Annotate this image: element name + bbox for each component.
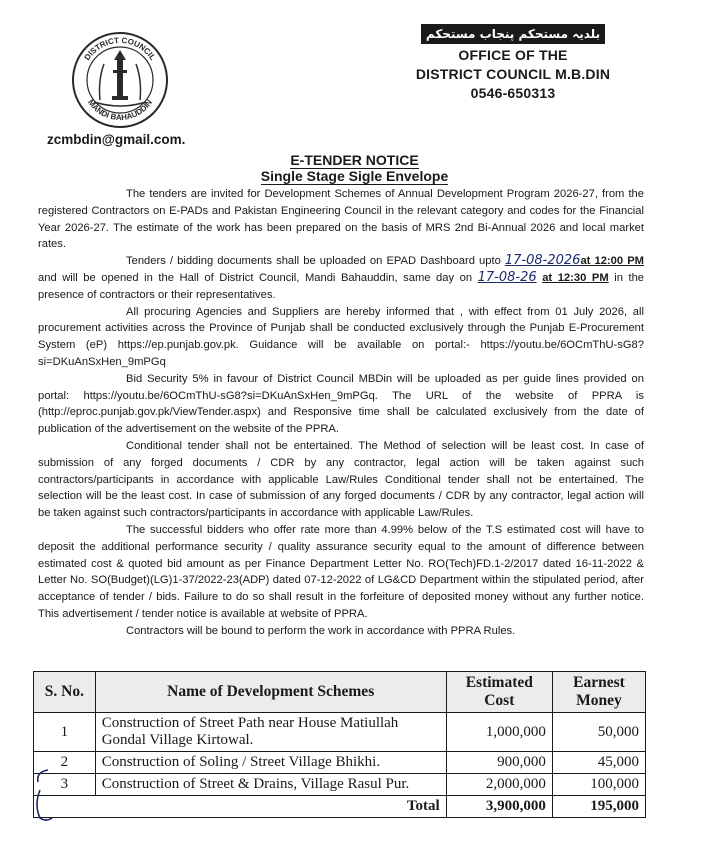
office-phone: 0546-650313 (470, 85, 556, 101)
paragraph-procurement: All procuring Agencies and Suppliers are hereby informed that , with effect from 01 July 2026, all procurement activities across the Province of Punjab shall be conducted exclusively through the Punjab E-Procurement System (eP) https://ep.punjab.gov.pk. Guidance will be available on portal:- https://youtu.be/6OCmThU-sG8?si=DKuAnSxHen_9mPGq (38, 305, 644, 368)
paragraph-ppra-rules: Contractors will be bound to perform the work in accordance with PPRA Rules. (126, 624, 516, 637)
cell-money: 100,000 (552, 774, 645, 796)
notice-title: E-TENDER NOTICE (290, 152, 419, 168)
table-row (34, 752, 646, 774)
cell-cost: 1,000,000 (446, 713, 552, 752)
total-cost: 3,900,000 (446, 796, 552, 818)
paragraph-bid-security: Bid Security 5% in favour of District Council MBDin will be uploaded as per guide lines provided on portal: https://youtu.be/6OCmThU-sG8?si=DKuAnSxHen_9mPGq. The URL of the website of PPRA is (http://eproc.punjab.gov.pk/ViewTender.aspx) and Responsive time shall be calculated exclusively from the date of publication of the advertisement on the website of the PPRA. (38, 372, 644, 436)
header-sn: S. No. (34, 672, 96, 713)
table-total-row (34, 796, 646, 818)
table-header-row (34, 672, 646, 713)
cell-name: Construction of Street & Drains, Village Rasul Pur. (95, 774, 446, 796)
cell-cost: 900,000 (446, 752, 552, 774)
paragraph-conditions: Conditional tender shall not be entertained. The Method of selection will be least cost. In case of submission of any forged documents / CDR by any contractor, legal action will be taken against such contractors/participants in accordance with applicable Law/Rules Conditional tender shall not be entertained. The selection will be the least cost. In case of submission of any forged documents / CDR by any contractor, legal action will be taken against such contractors/participants in accordance with applicable Law/Rules. (38, 439, 644, 520)
paragraph-schedule: Tenders / bidding documents shall be uploaded on EPAD Dashboard upto 17-08-2026at 12:00 PM and will be opened in the Hall of District Council, Mandi Bahauddin, same day on 17-08-26 at 12:30 PM in the presence of contractors or their representatives. (38, 253, 645, 301)
office-line-1: OFFICE OF THE (458, 47, 568, 63)
seal-bottom-text: MANDI BAHAUDDIN (86, 97, 154, 123)
total-money: 195,000 (552, 796, 645, 818)
office-line-2: DISTRICT COUNCIL M.B.DIN (415, 66, 611, 82)
header-name: Name of Development Schemes (95, 672, 446, 713)
notice-body (38, 186, 644, 640)
table-row (34, 774, 646, 796)
header-cost: Estimated Cost (446, 672, 552, 713)
handwritten-date-1: 17-08-2026 (504, 253, 581, 269)
district-council-seal (70, 30, 170, 130)
total-label: Total (95, 796, 446, 818)
urdu-banner: بلدیہ مستحکم پنجاب مستحکم (421, 24, 605, 44)
cell-cost: 2,000,000 (446, 774, 552, 796)
cell-name: Construction of Street Path near House Matiullah Gondal Village Kirtowal. (95, 713, 446, 752)
header-money: Earnest Money (552, 672, 645, 713)
cell-money: 45,000 (552, 752, 645, 774)
svg-text:MANDI BAHAUDDIN (86, 98, 154, 122)
paragraph-performance-security: The successful bidders who offer rate more than 4.99% below of the T.S estimated cost will have to deposit the additional performance security / quality assurance security equal to the amount of difference between estimated cost & quoted bid amount as per Finance Department Letter No. RO(Tech)FD.1-2/2017 dated 16-11-2022 & Letter No. SO(Budget)(LG)1-37/2022-23(ADP) dated 07-12-2022 of LG&CD Department within the stipulated period, after acceptance of tender / bids. Failure to do so shall result in the forfeiture of deposited money without any further notice. This advertisement / tender notice is available at website of PPRA. (38, 523, 644, 620)
office-email: zcmbdin@gmail.com. (47, 132, 186, 147)
cell-sn: 3 (34, 774, 96, 796)
paragraph-intro: The tenders are invited for Development Schemes of Annual Development Program 2026-27, from the registered Contractors on E-PADs and Pakistan Engineering Council in the relevant category and codes for the Financial Year 2026-27. The estimate of the work has been prepared on the basis of MRS 2nd Bi-Annual 2026 and local market rates. (38, 188, 644, 251)
handwritten-date-2: 17-08-26 (477, 269, 537, 285)
schemes-table (33, 671, 646, 818)
seal-top-text: DISTRICT COUNCIL (82, 35, 158, 62)
cell-name: Construction of Soling / Street Village Bhikhi. (95, 752, 446, 774)
table-row (34, 713, 646, 752)
cell-sn: 2 (34, 752, 96, 774)
cell-money: 50,000 (552, 713, 645, 752)
notice-subtitle: Single Stage Sigle Envelope (260, 168, 449, 184)
cell-sn: 1 (34, 713, 96, 752)
